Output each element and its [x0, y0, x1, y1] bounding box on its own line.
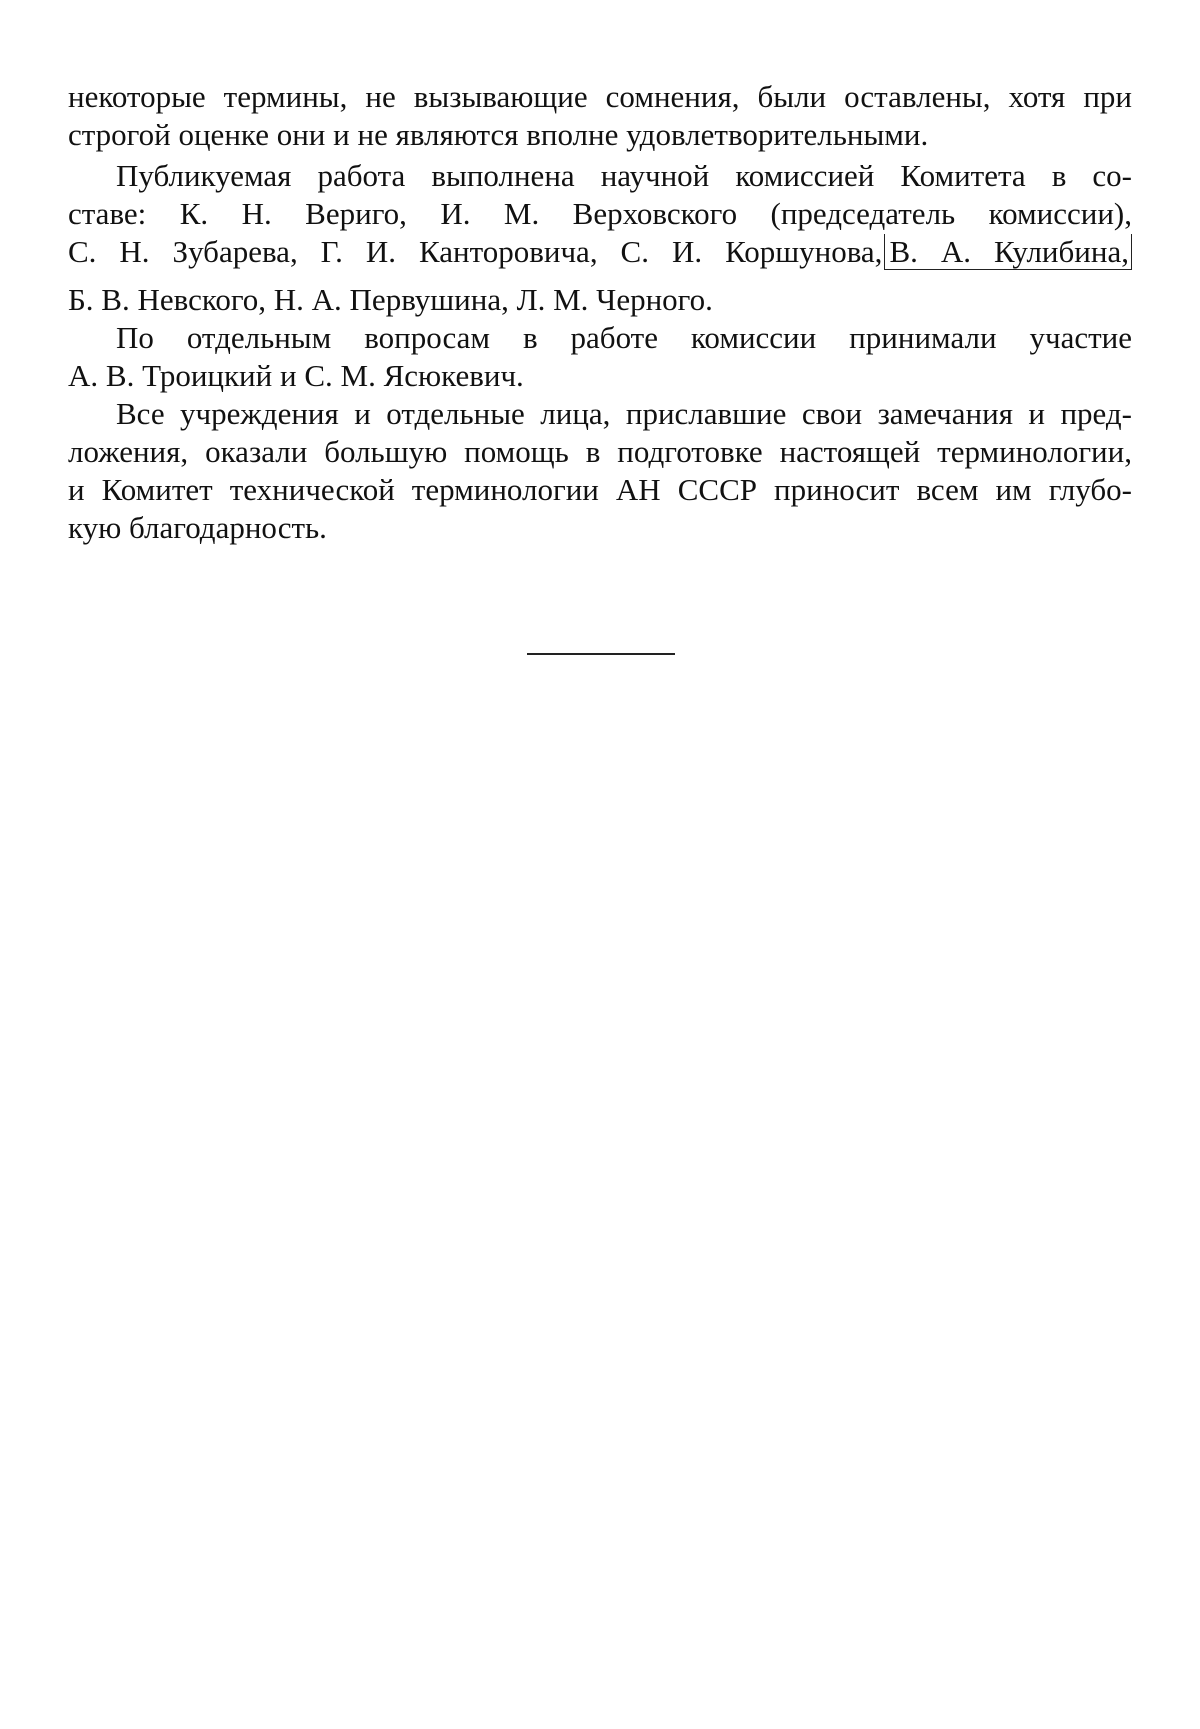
boxed-name: В. А. Кулибина,: [884, 234, 1132, 270]
paragraph-participants: [68, 319, 1132, 395]
text-line: ложения, оказали большую помощь в подготовке настоящей терминологии,: [68, 434, 1132, 469]
text-line: По отдельным вопросам в работе комиссии принимали участие: [116, 320, 1132, 355]
text-line: А. В. Троицкий и С. М. Ясюкевич.: [68, 358, 524, 393]
text-line: кую благодарность.: [68, 510, 327, 545]
text-line: Б. В. Невского, Н. А. Первушина, Л. М. Черного.: [68, 282, 713, 317]
paragraph-commission: [68, 157, 1132, 319]
paragraph-thanks: [68, 395, 1132, 547]
section-divider: [527, 653, 675, 655]
text-segment: С. Н. Зубарева, Г. И. Канторовича, С. И. Коршунова,: [68, 234, 883, 269]
text-line-with-boxed-name: [68, 233, 1132, 271]
text-line: строгой оценке они и не являются вполне удовлетворительными.: [68, 117, 929, 152]
paragraph-continued: [68, 78, 1132, 154]
text-line: некоторые термины, не вызывающие сомнения, были оставлены, хотя при: [68, 79, 1132, 114]
document-page: [68, 78, 1132, 547]
text-line: ставе: К. Н. Вериго, И. М. Верховского (председатель комиссии),: [68, 196, 1132, 231]
text-line: Все учреждения и отдельные лица, приславшие свои замечания и пред-: [116, 396, 1132, 431]
text-line: и Комитет технической терминологии АН СССР приносит всем им глубо-: [68, 472, 1132, 507]
text-line: Публикуемая работа выполнена научной комиссией Комитета в со-: [116, 158, 1132, 193]
